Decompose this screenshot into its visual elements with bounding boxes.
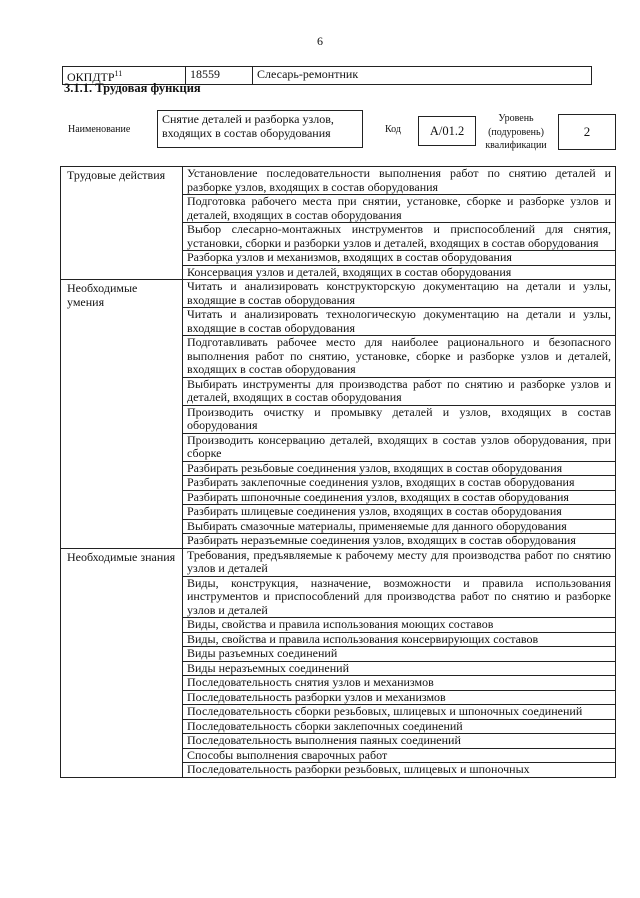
section-item: Выбирать инструменты для производства работ по снятию и разборке узлов и деталей, входящих в состав оборудования (183, 377, 616, 405)
section-item: Консервация узлов и деталей, входящих в состав оборудования (183, 265, 616, 280)
page-number: 6 (317, 34, 323, 48)
section-item: Последовательность разборки резьбовых, шлицевых и шпоночных (183, 763, 616, 778)
level-label: Уровень (подуровень) квалификации (485, 113, 547, 151)
section-item: Разбирать неразъемные соединения узлов, входящих в состав оборудования (183, 534, 616, 549)
section-item: Способы выполнения сварочных работ (183, 748, 616, 763)
section-item: Виды неразъемных соединений (183, 661, 616, 676)
table-row (61, 167, 616, 195)
section-item: Подготовка рабочего места при снятии, установке, сборке и разборке узлов и деталей, входящих в состав оборудования (183, 195, 616, 223)
section-item: Последовательность снятия узлов и механизмов (183, 676, 616, 691)
section-item: Последовательность сборки резьбовых, шлицевых и шпоночных соединений (183, 705, 616, 720)
table-row (61, 548, 616, 576)
name-value: Снятие деталей и разборка узлов, входящих в состав оборудования (157, 110, 363, 148)
section-item: Разборка узлов и механизмов, входящих в состав оборудования (183, 251, 616, 266)
level-value: 2 (558, 114, 616, 150)
section-item: Требования, предъявляемые к рабочему месту для производства работ по снятию узлов и деталей (183, 548, 616, 576)
section-item: Выбирать смазочные материалы, применяемые для данного оборудования (183, 519, 616, 534)
section-item: Производить очистку и промывку деталей и узлов, входящих в состав оборудования (183, 405, 616, 433)
section-item: Подготавливать рабочее место для наиболее рационального и безопасного выполнения работ по снятию, установке, сборке и разборке узлов и деталей, входящих в состав оборудования (183, 336, 616, 378)
section-item: Производить консервацию деталей, входящих в состав узлов оборудования, при сборке (183, 433, 616, 461)
section-category: Необходимые умения (61, 280, 183, 549)
competency-table (60, 166, 616, 778)
section-category: Необходимые знания (61, 548, 183, 777)
section-item: Виды, свойства и правила использования консервирующих составов (183, 632, 616, 647)
section-item: Установление последовательности выполнения работ по снятию деталей и разборке узлов, входящих в состав оборудования (183, 167, 616, 195)
section-item: Виды разъемных соединений (183, 647, 616, 662)
section-item: Читать и анализировать технологическую документацию на детали и узлы, входящие в состав оборудования (183, 308, 616, 336)
section-item: Последовательность сборки заклепочных соединений (183, 719, 616, 734)
section-item: Разбирать резьбовые соединения узлов, входящих в состав оборудования (183, 461, 616, 476)
section-item: Выбор слесарно-монтажных инструментов и приспособлений для снятия, установки, сборки и разборки узлов и деталей, входящих в состав оборудования (183, 223, 616, 251)
code-label: Код (385, 124, 401, 135)
okpd-footnote: 11 (114, 69, 123, 78)
section-item: Разбирать шпоночные соединения узлов, входящих в состав оборудования (183, 490, 616, 505)
code-value: А/01.2 (418, 116, 476, 146)
okpd-code-label: ОКПДТР (67, 70, 115, 84)
okpd-code: 18559 (186, 67, 253, 85)
section-category: Трудовые действия (61, 167, 183, 280)
table-row (61, 280, 616, 308)
section-title: 3.1.1. Трудовая функция (64, 81, 201, 95)
okpd-name: Слесарь-ремонтник (253, 67, 592, 85)
section-item: Последовательность разборки узлов и механизмов (183, 690, 616, 705)
name-label: Наименование (68, 124, 131, 135)
section-item: Последовательность выполнения паяных соединений (183, 734, 616, 749)
section-item: Виды, свойства и правила использования моющих составов (183, 618, 616, 633)
section-item: Разбирать шлицевые соединения узлов, входящих в состав оборудования (183, 505, 616, 520)
section-item: Разбирать заклепочные соединения узлов, входящих в состав оборудования (183, 476, 616, 491)
section-item: Читать и анализировать конструкторскую документацию на детали и узлы, входящие в состав оборудования (183, 280, 616, 308)
section-item: Виды, конструкция, назначение, возможности и правила использования инструментов и приспособлений для производства работ по снятию и разборке узлов и деталей (183, 576, 616, 618)
